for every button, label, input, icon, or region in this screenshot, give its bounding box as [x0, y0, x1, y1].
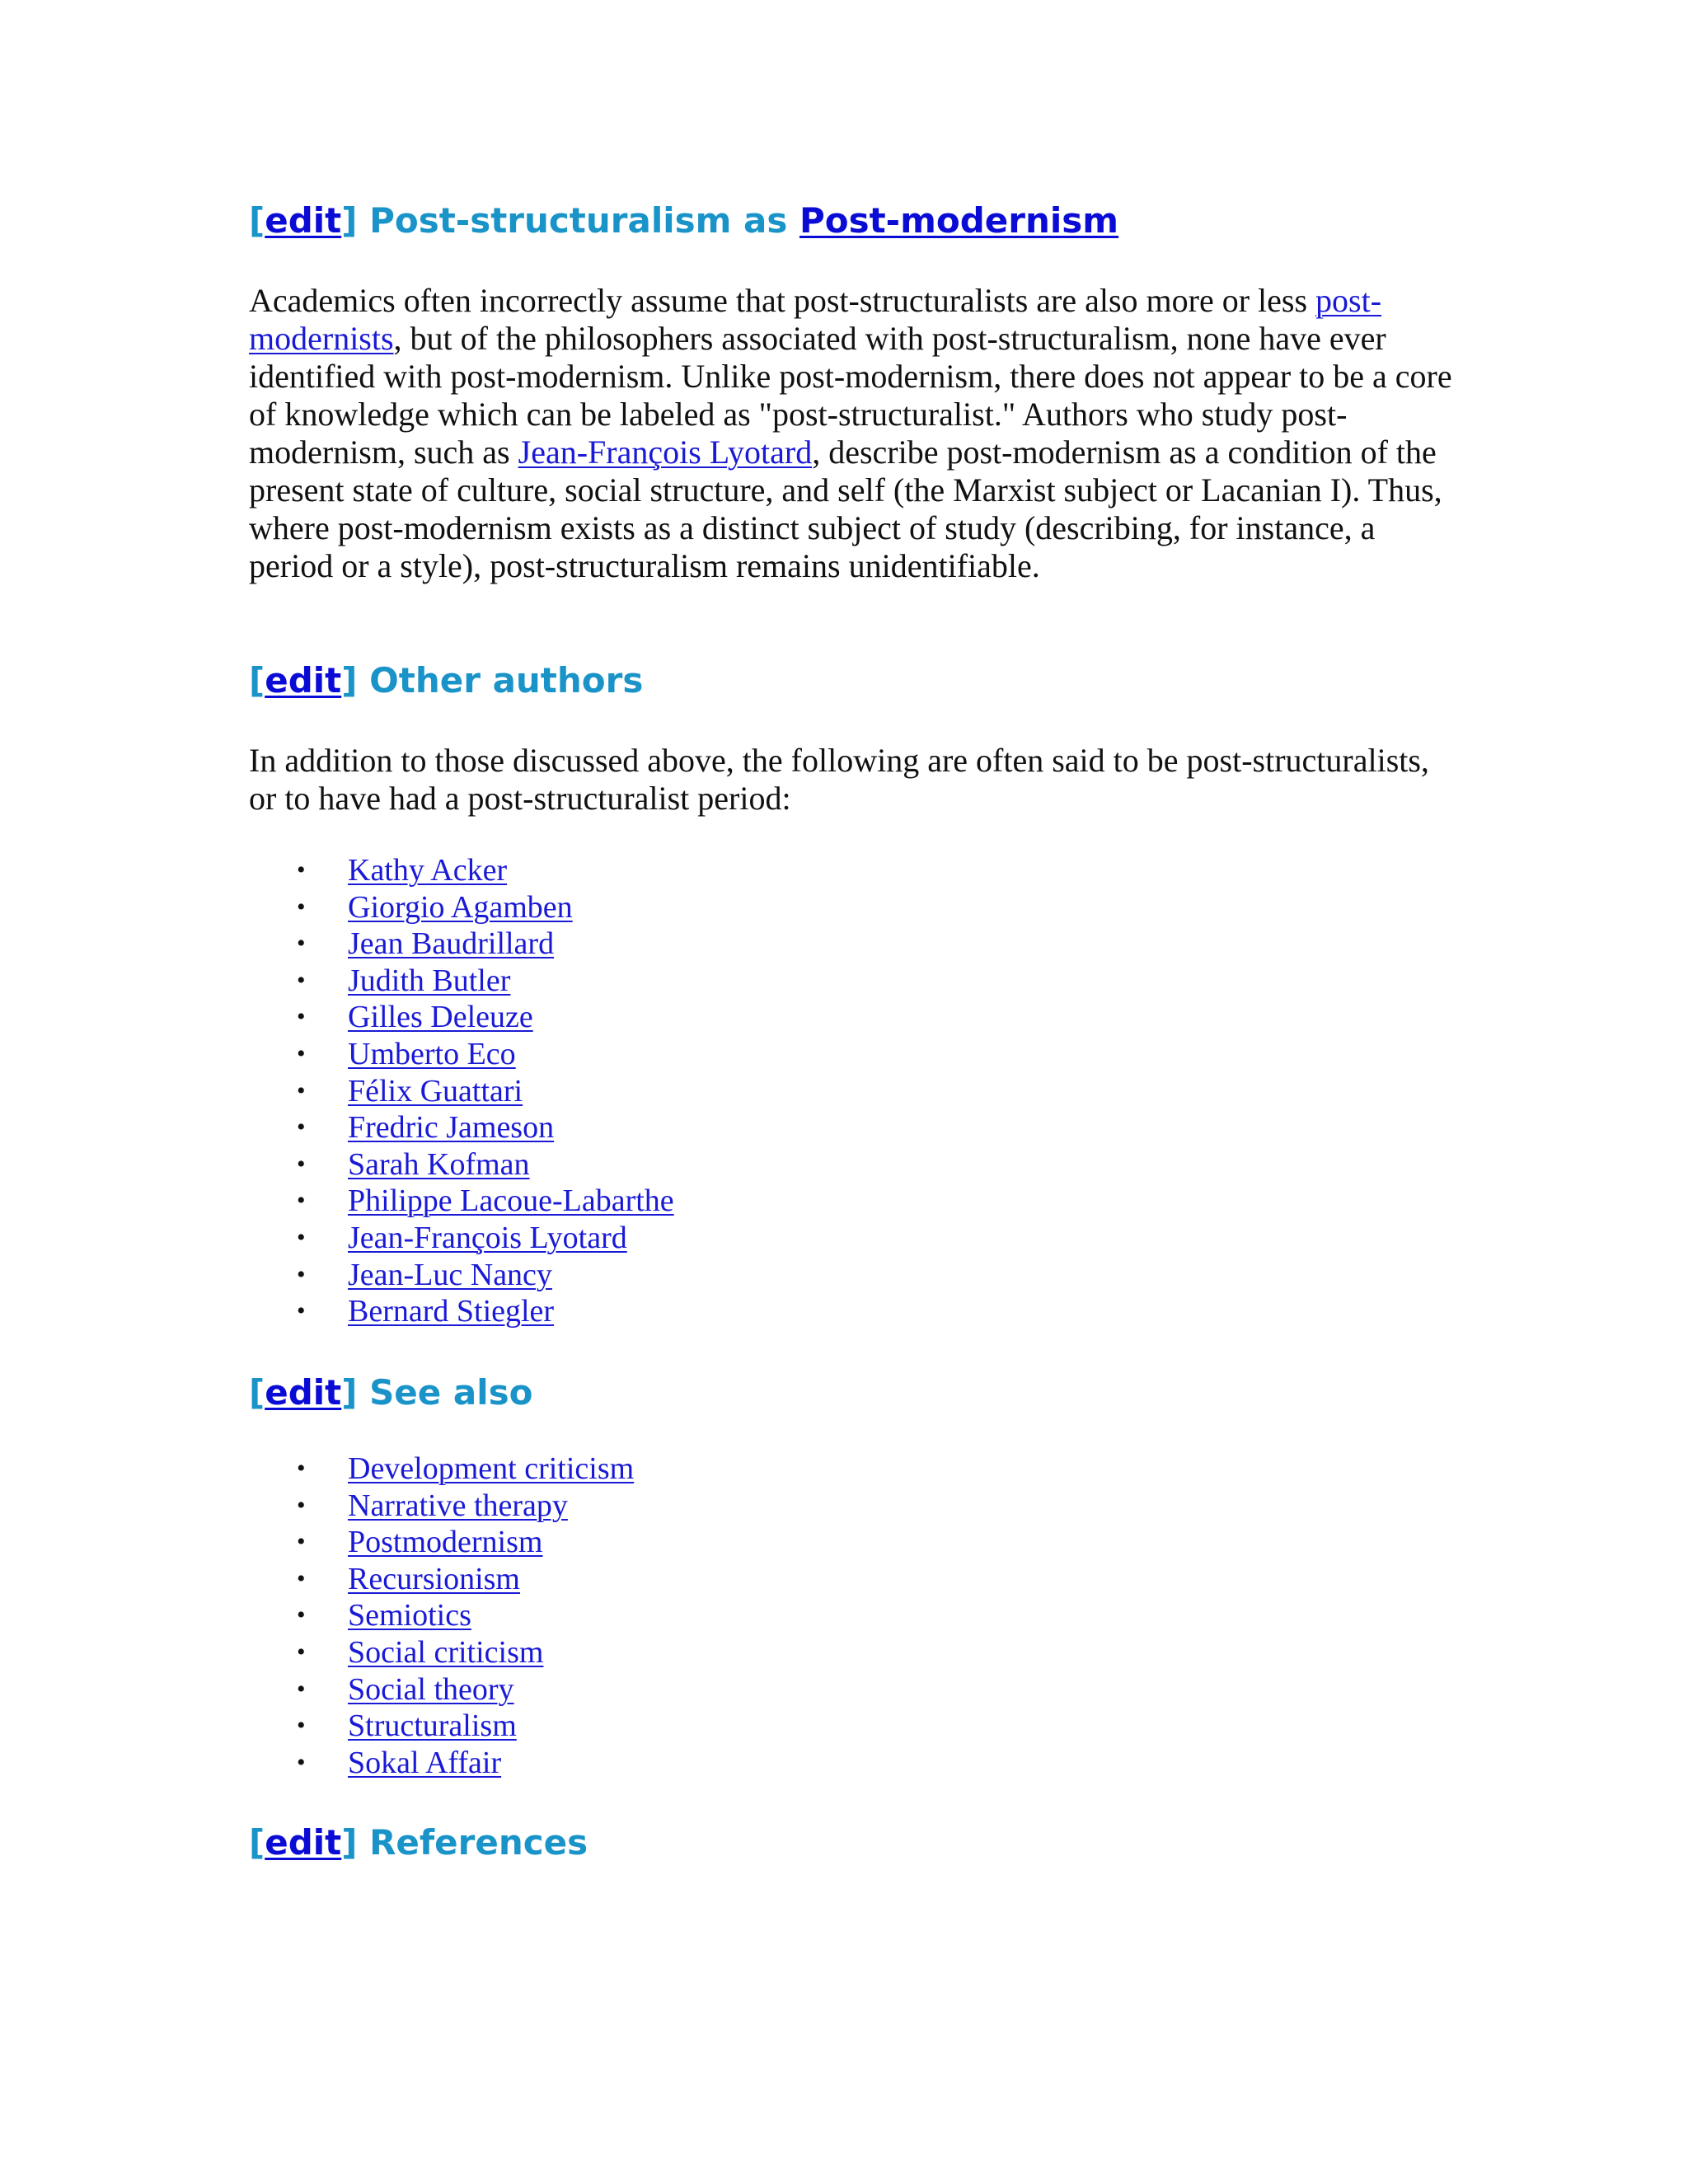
list-item — [249, 1293, 674, 1330]
list-item — [249, 1708, 634, 1745]
bullet-icon: • — [297, 1223, 306, 1251]
list-item-link[interactable]: Development criticism — [348, 1451, 635, 1486]
bullet-icon: • — [297, 1039, 306, 1067]
bullet-icon: • — [297, 1113, 306, 1141]
list-item-link[interactable]: Jean-Luc Nancy — [348, 1257, 552, 1292]
list-item-link[interactable]: Semiotics — [348, 1598, 471, 1633]
bullet-icon: • — [297, 1712, 306, 1740]
list-item-link[interactable]: Social criticism — [348, 1634, 544, 1670]
list-item-link[interactable]: Bernard Stiegler — [348, 1294, 555, 1329]
list-item — [249, 1451, 634, 1488]
edit-link[interactable]: edit — [265, 200, 342, 241]
bullet-icon: • — [297, 1491, 306, 1519]
list-item-link[interactable]: Judith Butler — [348, 963, 511, 998]
list-item-link[interactable]: Postmodernism — [348, 1525, 543, 1560]
list-item — [249, 1109, 674, 1146]
list-item — [249, 1634, 634, 1671]
edit-link[interactable]: edit — [265, 1822, 342, 1863]
bullet-icon: • — [297, 930, 306, 958]
bullet-icon: • — [297, 966, 306, 994]
bullet-icon: • — [297, 1187, 306, 1215]
list-item-link[interactable]: Sokal Affair — [348, 1745, 502, 1780]
jean-francois-lyotard-link[interactable]: Jean-François Lyotard — [518, 434, 813, 471]
list-item-link[interactable]: Structuralism — [348, 1708, 517, 1744]
list-item — [249, 1524, 634, 1561]
bullet-icon: • — [297, 1638, 306, 1666]
list-item — [249, 926, 674, 963]
bullet-icon: • — [297, 1675, 306, 1703]
list-item — [249, 1073, 674, 1110]
list-item-link[interactable]: Giorgio Agamben — [348, 889, 573, 925]
list-item — [249, 889, 674, 926]
bullet-icon: • — [297, 1003, 306, 1031]
list-item-link[interactable]: Fredric Jameson — [348, 1110, 555, 1146]
list-item — [249, 1597, 634, 1634]
list-item-link[interactable]: Kathy Acker — [348, 853, 508, 888]
edit-link[interactable]: edit — [265, 1372, 342, 1413]
edit-link[interactable]: edit — [265, 660, 342, 701]
bullet-icon: • — [297, 1260, 306, 1288]
list-item-link[interactable]: Jean Baudrillard — [348, 926, 555, 962]
list-item — [249, 999, 674, 1036]
list-item — [249, 1257, 674, 1294]
section-title: Other authors — [369, 660, 644, 701]
bullet-icon: • — [297, 1528, 306, 1556]
bullet-icon: • — [297, 893, 306, 921]
bullet-icon: • — [297, 1076, 306, 1104]
section-heading-see-also: [edit] See also — [249, 1372, 533, 1413]
section-heading-other-authors: [edit] Other authors — [249, 660, 644, 701]
section-heading-post-structuralism: [edit] Post-structuralism as Post-modernism — [249, 200, 1119, 241]
paragraph-other-authors: In addition to those discussed above, the following are often said to be post-structuralists, or to have had a post-structuralist period: — [249, 742, 1429, 817]
list-item-link[interactable]: Félix Guattari — [348, 1073, 523, 1108]
section-title: See also — [369, 1372, 533, 1413]
section-title: Post-structuralism as — [369, 200, 799, 241]
section-heading-references: [edit] References — [249, 1822, 588, 1863]
bullet-icon: • — [297, 1601, 306, 1629]
list-item — [249, 963, 674, 1000]
list-item-link[interactable]: Narrative therapy — [348, 1488, 568, 1523]
authors-list — [249, 852, 674, 1330]
section-title: References — [369, 1822, 588, 1863]
list-item — [249, 1146, 674, 1183]
list-item-link[interactable]: Social theory — [348, 1671, 514, 1707]
paragraph-post-modernism: Academics often incorrectly assume that post-structuralists are also more or less post-modernists, but of the philosophers associated with post-structuralism, none have ever identified with post-modernism. Unlike post-modernism, there does not appear to be a core of knowledge which can be labeled as "post-structuralist." Authors who study post-modernism, such as Jean-François Lyotard, describe post-modernism as a condition of the present state of culture, social structure, and self (the Marxist subject or Lacanian I). Thus, where post-modernism exists as a distinct subject of study (describing, for instance, a period or a style), post-structuralism remains unidentifiable. — [249, 282, 1452, 584]
list-item-link[interactable]: Gilles Deleuze — [348, 1000, 533, 1035]
list-item — [249, 1561, 634, 1598]
post-modernism-heading-link[interactable]: Post-modernism — [799, 200, 1119, 241]
list-item — [249, 1183, 674, 1220]
list-item-link[interactable]: Sarah Kofman — [348, 1146, 530, 1182]
list-item-link[interactable]: Philippe Lacoue-Labarthe — [348, 1183, 674, 1219]
list-item-link[interactable]: Recursionism — [348, 1561, 520, 1596]
bullet-icon: • — [297, 856, 306, 883]
bullet-icon: • — [297, 1455, 306, 1482]
bullet-icon: • — [297, 1297, 306, 1325]
post-modernists-link[interactable]: post-modernists — [249, 282, 1382, 357]
see-also-list — [249, 1451, 634, 1781]
list-item — [249, 1671, 634, 1708]
list-item — [249, 852, 674, 889]
list-item — [249, 1488, 634, 1525]
list-item — [249, 1745, 634, 1782]
bullet-icon: • — [297, 1748, 306, 1776]
list-item — [249, 1220, 674, 1257]
list-item-link[interactable]: Umberto Eco — [348, 1036, 516, 1071]
list-item — [249, 1036, 674, 1073]
bullet-icon: • — [297, 1564, 306, 1592]
bullet-icon: • — [297, 1150, 306, 1178]
list-item-link[interactable]: Jean-François Lyotard — [348, 1220, 627, 1255]
